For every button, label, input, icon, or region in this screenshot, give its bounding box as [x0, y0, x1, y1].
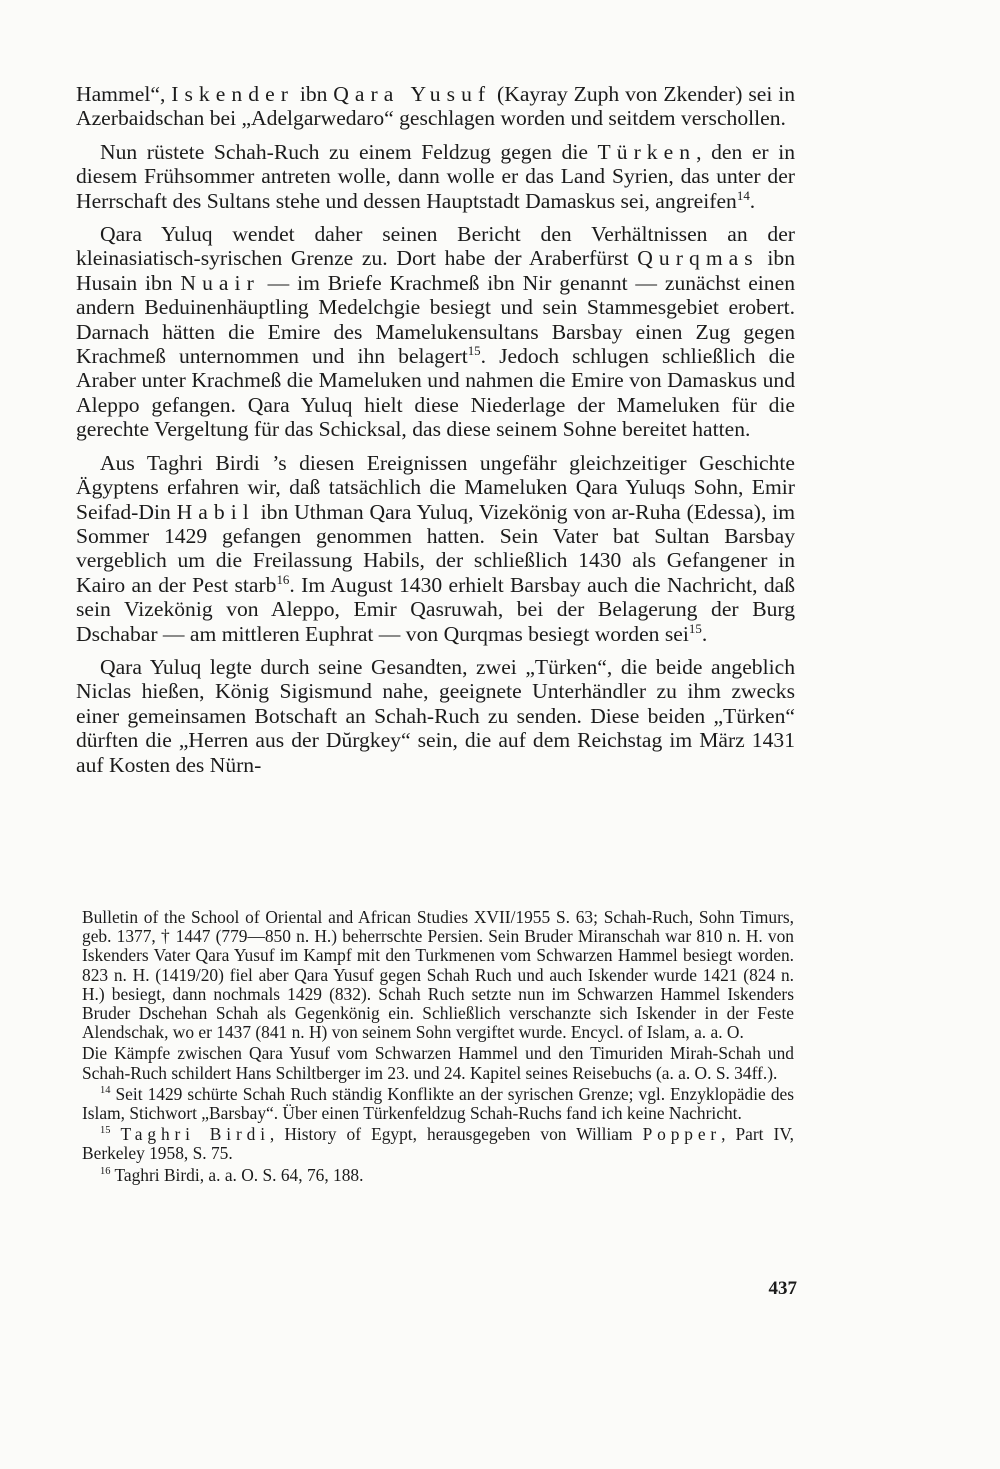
footnote-ref: 16 — [276, 571, 290, 587]
text-run: Nun rüstete Schah-Ruch zu einem Feldzug gegen die — [100, 139, 598, 164]
text-run: Qara Yuluq wendet daher seinen Bericht den Verhältnissen an der kleinasiatisch-syrischen Grenze zu. Dort habe der Araberfürst — [76, 222, 795, 271]
footnote-text: Seit 1429 schürte Schah Ruch ständig Konflikte an der syrischen Grenze; vgl. Enzyklopädie des Islam, Stichwort „Barsbay“. Über einen Türkenfeldzug Schah-Ruchs fand ich keine Nachricht. — [82, 1083, 794, 1124]
footnote-ref: 15 — [467, 342, 481, 358]
footnote-number: 14 — [100, 1085, 111, 1097]
paragraph-2 — [76, 140, 795, 213]
text-run: . Im August 1430 erhielt Barsbay auch die Nachricht, daß sein Vizekönig von Aleppo, Emir Qasruwah, bei der Belagerung der Burg Dschabar — am mittleren Euphrat — von Qurqmas besiegt worden sei — [76, 572, 795, 646]
spaced-name: Qara Yusuf — [333, 82, 492, 106]
footnotes — [82, 908, 794, 1187]
main-text — [76, 82, 795, 786]
text-run: . Jedoch schlugen schließlich die Araber unter Krachmeß die Mameluken und nahmen die Emire von Damaskus und Aleppo gefangen. Qara Yuluq hielt diese Niederlage der Mameluken für die gerechte Vergeltung für das Schicksal, das diese seinem Sohne bereitet hatten. — [76, 344, 796, 442]
spaced-name: Türken — [597, 139, 697, 164]
text-run: (Kayray Zuph von Zkender) sei in Azerbaidschan bei „Adelgarwedaro“ geschlagen worden und seitdem verschollen. — [76, 82, 795, 131]
footnote-text: Taghri Birdi, a. a. O. S. 64, 76, 188. — [110, 1164, 364, 1185]
text-run: . — [701, 621, 708, 646]
paragraph-4 — [76, 451, 795, 646]
text-run: . — [749, 188, 756, 213]
page-number: 437 — [768, 1278, 797, 1299]
text-run: ibn — [293, 82, 334, 106]
text-run: Qara Yuluq legte durch seine Gesandten, zwei „Türken“, die beide angeblich Niclas hießen, König Sigismund nahe, geeignete Unterhändler zu ihm zwecks einer gemeinsamen Botschaft an Schah-Ruch zu senden. Diese beiden „Türken“ dürften die „Herren aus der Dŭrgkey“ sein, die auf dem Reichstag im März 1431 auf Kosten des Nürn- — [76, 654, 795, 777]
footnote-text: , Part IV, Berkeley 1958, S. 75. — [82, 1124, 795, 1164]
footnote-text: , History of Egypt, herausgegeben von William — [269, 1124, 643, 1145]
footnote-14 — [82, 1085, 794, 1123]
spaced-name: Iskender — [171, 82, 294, 106]
footnote-15 — [82, 1125, 794, 1163]
footnote-16 — [82, 1166, 794, 1185]
footnote-ref: 14 — [736, 187, 750, 203]
text-run: — im Briefe Krachmeß ibn Nir genannt — zunächst einen andern Beduinenhäuptling Medelchgie besiegt und sein Stammesgebiet erobert. Darnach hätten die Emire des Mamelukensultans Barsbay einen Zug gegen Krachmeß unternommen und ihn belagert — [76, 270, 795, 369]
footnote-continuation-1: Bulletin of the School of Oriental and African Studies XVII/1955 S. 63; Schah-Ruch, Sohn Timurs, geb. 1377, † 1447 (779—850 n. H.) beherrschte Persien. Sein Bruder Miranschah war 810 n. H. von Iskenders Vater Qara Yusuf im Kampf mit den Turkmenen vom Schwarzen Hammel besiegt worden. 823 n. H. (1419/20) fiel aber Qara Yusuf gegen Schah Ruch und auch Iskender wurde 1421 (824 n. H.) besiegt, dann nochmals 1429 (832). Schah Ruch setzte nun im Schwarzen Hammel Iskenders Bruder Dschehan Schah als Gegenkönig ein. Schließlich verschanzte sich Iskender in der Feste Alendschak, wo er 1437 (841 n. H) von seinem Sohn vergiftet wurde. Encycl. of Islam, a. a. O. — [82, 907, 794, 1043]
footnote-ref: 15 — [688, 620, 702, 636]
paragraph-3 — [76, 222, 795, 442]
paragraph-5 — [76, 655, 795, 777]
text-run: Aus Taghri Birdi ’s diesen Ereignissen ungefähr gleichzeitiger Geschichte Ägyptens erfahren wir, daß tatsächlich die Mameluken Qara Yuluqs Sohn, Emir Seifad-Din — [76, 450, 795, 524]
text-run: , den er in diesem Frühsommer antreten wolle, dann wolle er das Land Syrien, das unter der Herrschaft des Sultans stehe und dessen Hauptstadt Damaskus sei, angreifen — [76, 139, 795, 213]
spaced-name: Nuair — [180, 270, 260, 295]
footnote-number: 15 — [100, 1125, 111, 1137]
text-run: ibn Uthman Qara Yuluq, Vizekönig von ar-Ruha (Edessa), im Sommer 1429 gefangen genommen hatten. Sein Vater bat Sultan Barsbay vergeblich um die Freilassung Habils, der schließlich 1430 als Gefangener in Kairo an der Pest starb — [76, 499, 795, 597]
footnote-text — [110, 1124, 120, 1144]
footnote-continuation-2: Die Kämpfe zwischen Qara Yusuf vom Schwarzen Hammel und den Timuriden Mirah-Schah und Schah-Ruch schildert Hans Schiltberger im 23. und 24. Kapitel seines Reisebuchs (a. a. O. S. 34ff.). — [82, 1043, 794, 1083]
text-run: ibn Husain ibn — [76, 246, 795, 295]
text-run: Hammel“, — [76, 82, 172, 106]
spaced-name: Popper — [642, 1124, 722, 1145]
paragraph-1 — [76, 82, 795, 131]
spaced-name: Taghri Birdi — [120, 1124, 270, 1145]
spaced-name: Habil — [176, 499, 255, 524]
footnote-number: 16 — [100, 1165, 111, 1177]
spaced-name: Qurqmas — [637, 246, 759, 271]
